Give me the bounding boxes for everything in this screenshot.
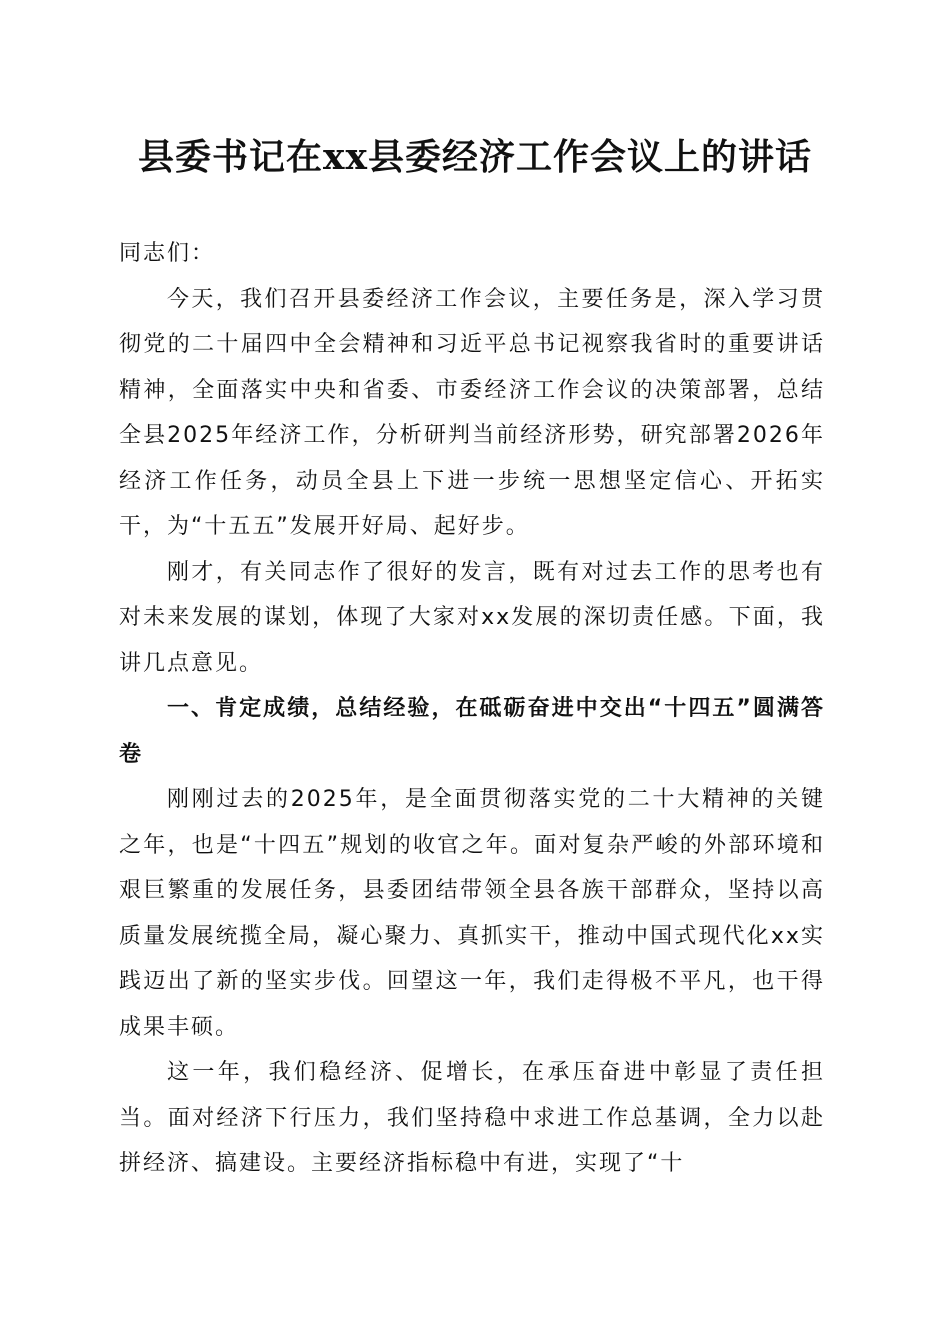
salutation: 同志们： [119, 241, 216, 266]
section-heading: 一、肯定成绩，总结经验，在砥砺奋进中交出“十四五”圆满答卷 [119, 696, 825, 767]
document-title: 县委书记在xx县委经济工作会议上的讲话 [138, 136, 812, 178]
paragraph-economy: 这一年，我们稳经济、促增长，在承压奋进中彰显了责任担当。面对经济下行压力，我们坚持稳中求进工作总基调，全力以赴拼经济、搞建设。主要经济指标稳中有进，实现了“十 [119, 1060, 825, 1176]
document-body [119, 231, 825, 1187]
paragraph-intro: 今天，我们召开县委经济工作会议，主要任务是，深入学习贯彻党的二十届四中全会精神和习近平总书记视察我省时的重要讲话精神，全面落实中央和省委、市委经济工作会议的决策部署，总结全县2025年经济工作，分析研判当前经济形势，研究部署2026年经济工作任务，动员全县上下进一步统一思想坚定信心、开拓实干，为“十五五”发展开好局、起好步。 [119, 286, 825, 539]
paragraph-review: 刚刚过去的2025年，是全面贯彻落实党的二十大精神的关键之年，也是“十四五”规划的收官之年。面对复杂严峻的外部环境和艰巨繁重的发展任务，县委团结带领全县各族干部群众，坚持以高质量发展统揽全局，凝心聚力、真抓实干，推动中国式现代化xx实践迈出了新的坚实步伐。回望这一年，我们走得极不平凡，也干得成果丰硕。 [119, 787, 825, 1040]
paragraph-remarks: 刚才，有关同志作了很好的发言，既有对过去工作的思考也有对未来发展的谋划，体现了大家对xx发展的深切责任感。下面，我讲几点意见。 [119, 559, 825, 676]
